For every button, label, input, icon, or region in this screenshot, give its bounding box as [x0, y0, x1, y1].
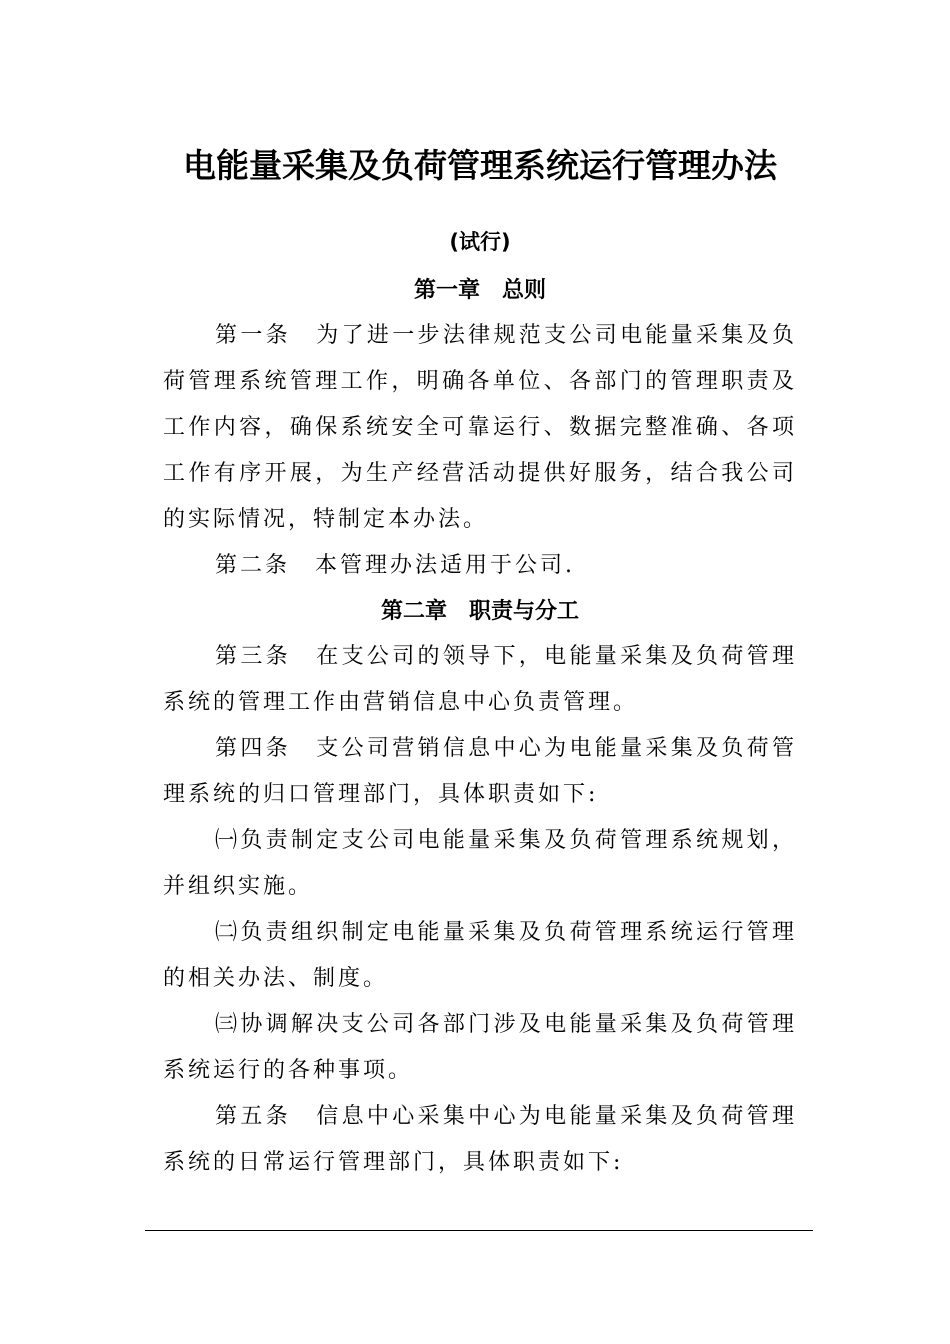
article-4: 第四条 支公司营销信息中心为电能量采集及负荷管理系统的归口管理部门，具体职责如下:: [163, 736, 797, 807]
list-item-2: ㈡负责组织制定电能量采集及负荷管理系统运行管理的相关办法、制度。: [163, 920, 797, 991]
chapter-heading-1: 第一章 总则: [413, 278, 546, 303]
article-5: 第五条 信息中心采集中心为电能量采集及负荷管理系统的日常运行管理部门，具体职责如下:: [163, 1104, 797, 1175]
list-item-3: ㈢协调解决支公司各部门涉及电能量采集及负荷管理系统运行的各种事项。: [163, 1012, 797, 1083]
article-1: 第一条 为了进一步法律规范支公司电能量采集及负荷管理系统管理工作，明确各单位、各部门的管理职责及工作内容，确保系统安全可靠运行、数据完整准确、各项工作有序开展，为生产经营活动提供好服务，结合我公司的实际情况，特制定本办法。: [163, 323, 797, 532]
document-subtitle: (试行): [449, 230, 511, 254]
document-title: 电能量采集及负荷管理系统运行管理办法: [183, 146, 777, 185]
chapter-heading-2: 第二章 职责与分工: [380, 599, 579, 624]
article-3: 第三条 在支公司的领导下，电能量采集及负荷管理系统的管理工作由营销信息中心负责管理。: [163, 644, 797, 715]
footer-divider: [145, 1230, 813, 1231]
list-item-1: ㈠负责制定支公司电能量采集及负荷管理系统规划，并组织实施。: [163, 828, 797, 899]
article-2: 第二条 本管理办法适用于公司.: [215, 553, 575, 578]
document-body: [163, 268, 797, 1186]
